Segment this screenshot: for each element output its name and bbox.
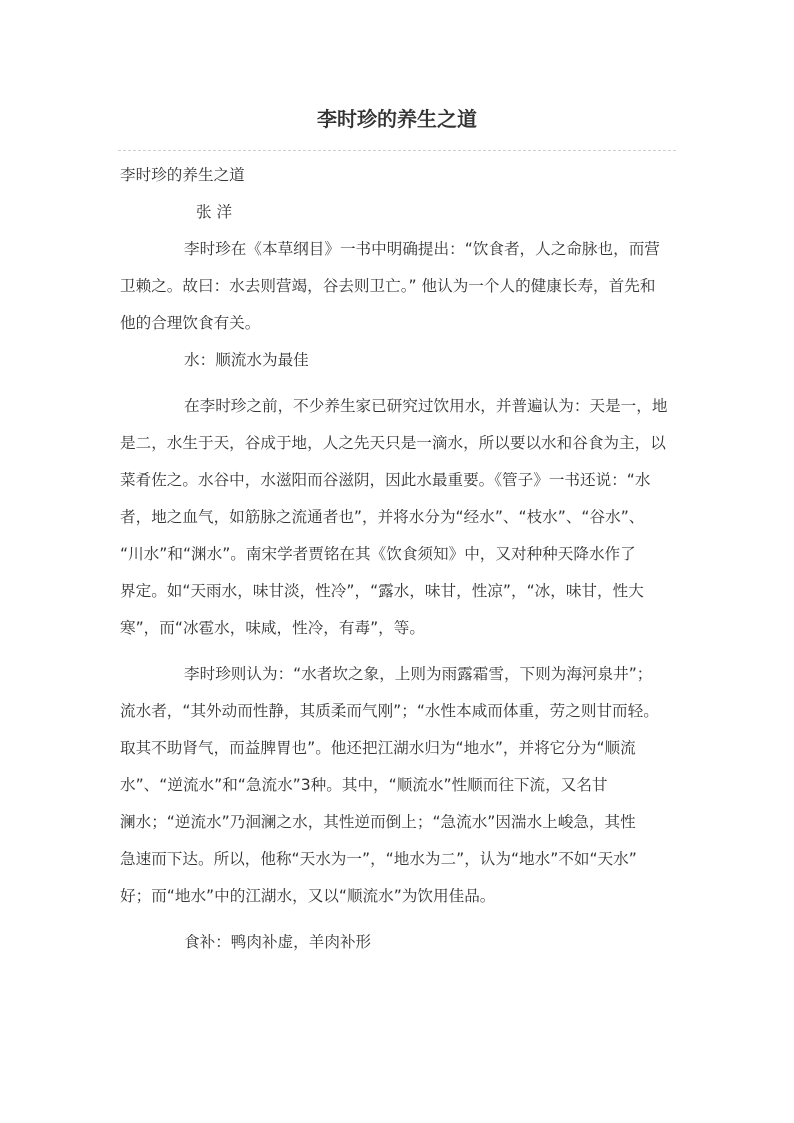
paragraph-line: 澜水；“逆流水”乃洄澜之水，其性逆而倒上；“急流水”因湍水上峻急，其性 [120, 813, 636, 831]
document-heading: 李时珍的养生之道 [120, 166, 245, 184]
paragraph-line: 是二，水生于天，谷成于地，人之先天只是一滴水，所以要以水和谷食为主，以 [120, 434, 666, 452]
paragraph-line: 菜肴佐之。水谷中，水滋阳而谷滋阴，因此水最重要。《管子》一书还说：“水 [120, 471, 651, 489]
paragraph-line: 取其不助肾气，而益脾胃也”。他还把江湖水归为“地水”，并将它分为“顺流 [120, 739, 636, 757]
title-divider [118, 150, 676, 151]
spacer [120, 647, 680, 656]
paragraph [120, 388, 680, 647]
paragraph-line: 好；而“地水”中的江湖水，又以“顺流水”为饮用佳品。 [120, 887, 496, 905]
paragraph-line: 水”、“逆流水”和“急流水”3种。其中，“顺流水”性顺而往下流，又名甘 [120, 776, 608, 794]
page-title: 李时珍的养生之道 [317, 107, 477, 131]
document-body [120, 157, 680, 961]
paragraph-line: “川水”和“渊水”。南宋学者贾铭在其《饮食须知》中，又对种种天降水作了 [120, 545, 636, 563]
section-heading-line: 水：顺流水为最佳 [184, 351, 309, 369]
paragraph-line: 流水者，“其外动而性静，其质柔而气刚”；“水性本咸而体重，劳之则甘而轻。 [120, 702, 659, 720]
paragraph-line: 界定。如“天雨水，味甘淡，性冷”，“露水，味甘，性凉”，“冰，味甘，性大 [120, 582, 644, 600]
paragraph-line: 急速而下达。所以，他称“天水为一”，“地水为二”，认为“地水”不如“天水” [120, 850, 637, 868]
paragraph [120, 656, 680, 915]
paragraph-line: 者，地之血气，如筋脉之流通者也”，并将水分为“经水”、“枝水”、“谷水”、 [120, 508, 645, 526]
paragraph-line: 卫赖之。故曰：水去则营竭，谷去则卫亡。” 他认为一个人的健康长寿，首先和 [120, 277, 656, 295]
paragraph-line: 寒”，而“冰雹水，味咸，性冷，有毒”，等。 [120, 619, 425, 637]
paragraph-line: 他的合理饮食有关。 [120, 314, 261, 332]
author-name: 张 洋 [196, 203, 233, 221]
spacer [120, 915, 680, 924]
paragraph-line: 在李时珍之前，不少养生家已研究过饮用水，并普遍认为：天是一，地 [184, 397, 668, 415]
paragraph-line: 李时珍则认为：“水者坎之象，上则为雨露霜雪，下则为海河泉井”； [184, 665, 653, 683]
section-heading [120, 342, 680, 379]
section-heading [120, 924, 680, 961]
paragraph-line: 李时珍在《本草纲目》一书中明确提出：“饮食者，人之命脉也，而营 [184, 240, 660, 258]
spacer [120, 379, 680, 388]
paragraph [120, 231, 680, 342]
section-heading-line: 食补：鸭肉补虚，羊肉补形 [184, 933, 372, 951]
